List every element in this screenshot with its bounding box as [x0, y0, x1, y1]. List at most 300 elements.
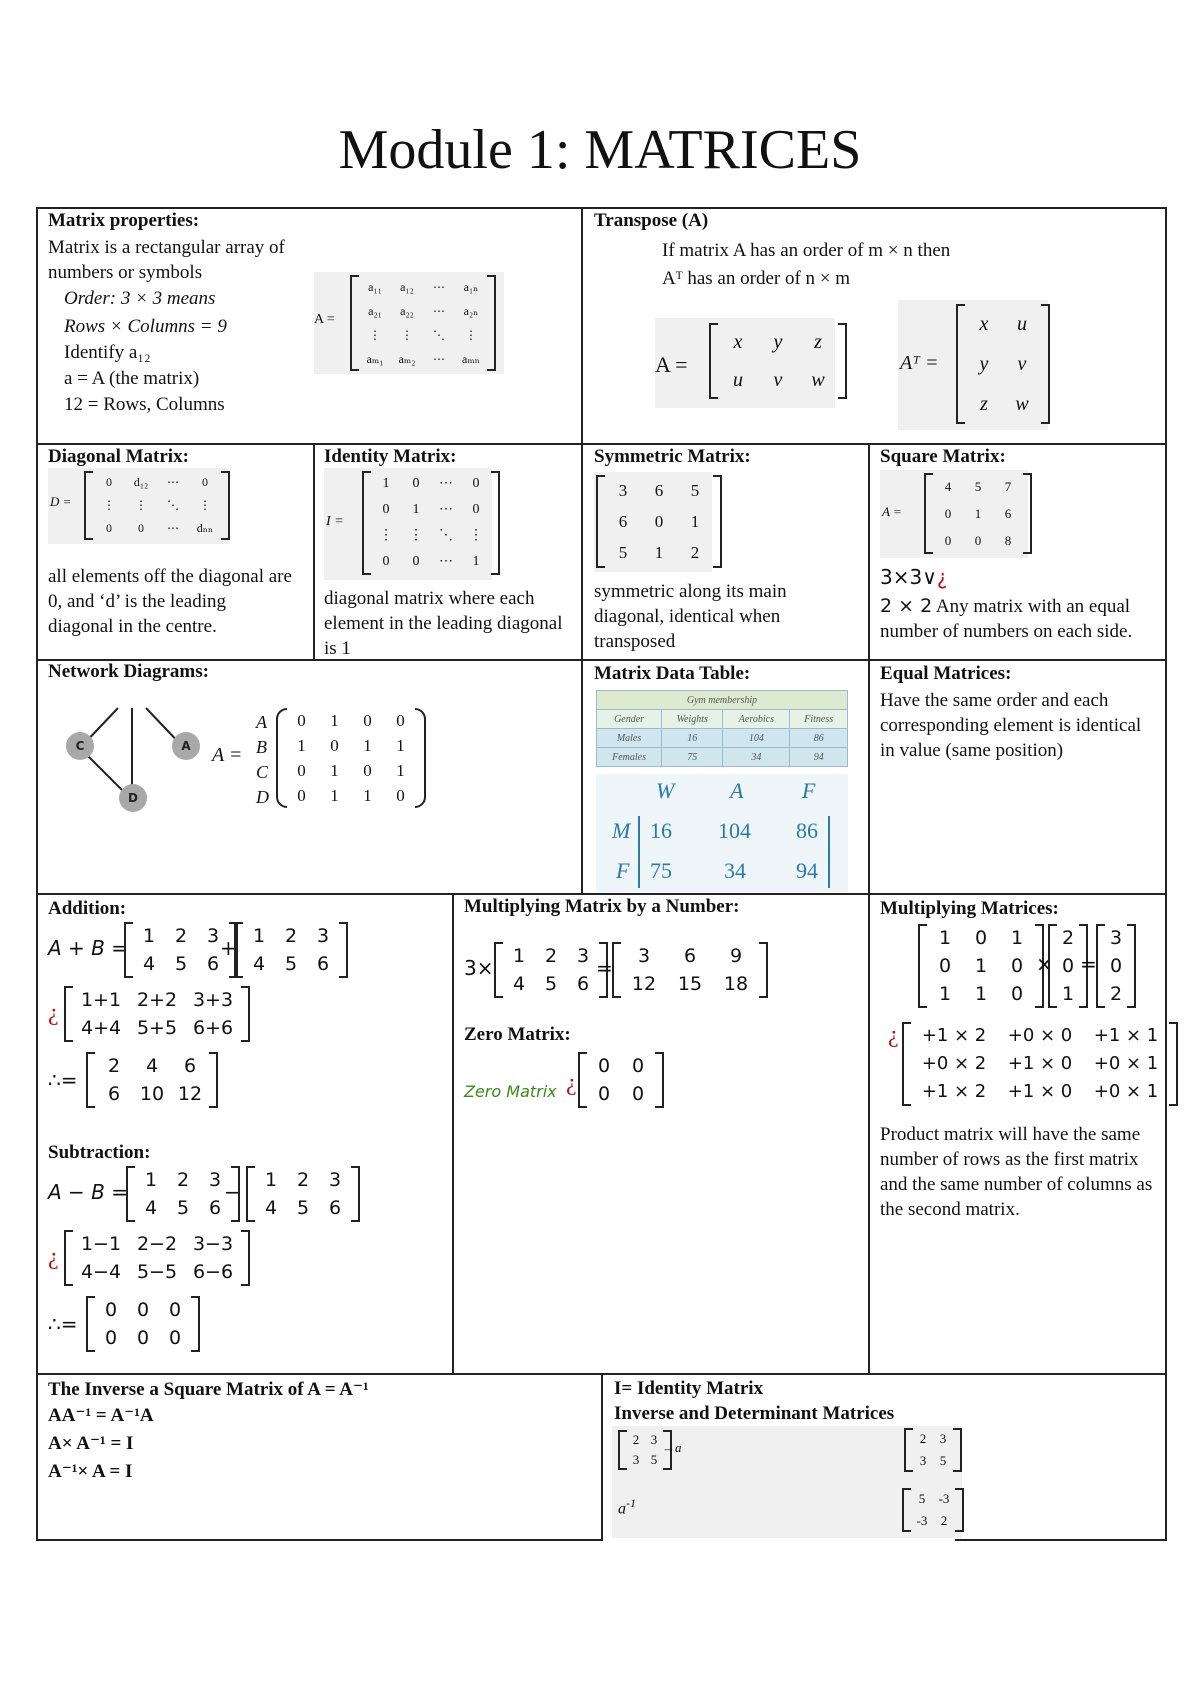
addition-heading: Addition:: [48, 898, 127, 919]
matrix-row: [627, 1450, 663, 1470]
equal-heading: Equal Matrices:: [880, 663, 1012, 684]
bracket-left: [612, 942, 621, 998]
bracket-left: [1048, 924, 1057, 1008]
bracket-left: [246, 1166, 255, 1222]
scalar-matrix: [494, 942, 608, 998]
matrix-row: [371, 549, 491, 575]
symmetric-heading: Symmetric Matrix:: [594, 446, 751, 467]
bracket-right: [491, 471, 500, 575]
row-label-m: M: [612, 818, 631, 843]
matrix-cell: 4: [252, 953, 266, 975]
bracket-left: [494, 942, 503, 998]
addition-glyph: ¿: [48, 1000, 59, 1026]
matrix-cell: ⋮: [469, 528, 483, 543]
bracket-right: [339, 922, 348, 978]
page-title: Module 1: MATRICES: [338, 119, 862, 181]
inverse-line1: AA⁻¹ = A⁻¹A: [48, 1405, 154, 1426]
matrix-cell: 7: [1004, 479, 1012, 494]
matrix-cell: aₘₙ: [462, 352, 480, 366]
matrix-cell: +1 × 1: [1093, 1025, 1159, 1046]
multiply-times: ×: [1036, 952, 1053, 976]
matrix-row: [587, 1052, 655, 1080]
matrix-cell: 1: [472, 554, 480, 569]
matrix-cell: 3: [316, 925, 330, 947]
matrix-cell: ⋱: [167, 498, 179, 512]
matrix-cell: aₘ₁: [366, 352, 384, 366]
matrix-row: [135, 1194, 231, 1222]
matrix-cell: 2−2: [136, 1233, 178, 1255]
network-matrix-label: A =: [212, 744, 243, 766]
matrix-cell: 5: [176, 1197, 190, 1219]
matrix-cell: -3: [938, 1491, 950, 1506]
matrix-cell: 1: [974, 506, 982, 521]
multiply-heading: Multiplying Matrices:: [880, 898, 1059, 919]
inverse-line3: A⁻¹× A = I: [48, 1461, 133, 1482]
matrix-cell: 2: [174, 925, 188, 947]
matrix-row: [255, 1166, 351, 1194]
matrix-cell: 1: [330, 786, 339, 805]
matrix-cell: 5: [284, 953, 298, 975]
wmf-right-bar: [828, 816, 830, 888]
matrix-cell: 0: [944, 533, 952, 548]
matrix-cell: x: [979, 313, 989, 335]
matrix-cell: ⋯: [167, 521, 179, 535]
matrix-cell: 6−6: [192, 1261, 234, 1283]
gym-cell: 86: [790, 729, 848, 748]
matrix-cell: 0: [597, 1083, 611, 1105]
matrix-cell: 0: [363, 761, 372, 780]
matrix-cell: z: [980, 393, 988, 415]
matrix-cell: 0: [974, 533, 982, 548]
matrix-cell: 0: [382, 554, 390, 569]
square-figure: [880, 470, 1028, 558]
matrix-cell: 3−3: [192, 1233, 234, 1255]
matrix-cell: +0 × 2: [921, 1053, 987, 1074]
node-d: D: [119, 784, 147, 812]
bracket-right: [351, 1166, 360, 1222]
matrix-cell: 0: [297, 711, 306, 730]
row-label-b: B: [256, 737, 267, 757]
bracket-left: [86, 1052, 95, 1108]
matrix-cell: 3: [919, 1453, 927, 1468]
bracket-left: [709, 323, 718, 399]
a-inverse-matrix: [902, 1488, 964, 1532]
matrix-cell: 0: [136, 1299, 150, 1321]
matrix-cell: a₂₂: [400, 304, 414, 318]
matrix-cell: 0: [202, 475, 208, 489]
matrix-cell: 6: [208, 1197, 222, 1219]
matrix-cell: 1: [297, 736, 306, 755]
matrix-cell: v: [773, 369, 783, 391]
a-inverse-base: a: [618, 1500, 626, 1518]
bracket-right: [1041, 304, 1050, 424]
col-label-a: A: [730, 778, 744, 803]
identify-element: Identify a₁₂: [64, 342, 151, 363]
subtraction-glyph: ¿: [48, 1244, 59, 1270]
gym-row: [597, 729, 848, 748]
matrix-cell: 1: [412, 502, 420, 517]
matrix-row: [1105, 980, 1127, 1008]
symmetric-description: symmetric along its main diagonal, identical when transposed: [594, 581, 787, 652]
wmf-left-bar: [638, 816, 640, 888]
matrix-cell: a₂ₙ: [463, 304, 479, 318]
matrix-cell: 1: [690, 512, 700, 531]
matrix-cell: a₁₁: [368, 280, 382, 294]
zero-glyph: ¿: [566, 1070, 577, 1096]
arrow-a: →a: [662, 1440, 682, 1455]
bracket-right: [1023, 473, 1032, 554]
matrix-cell: 5: [544, 973, 558, 995]
subtraction-matrix-1: [126, 1166, 240, 1222]
multiply-equals: =: [1080, 952, 1097, 976]
matrix-row: [73, 1230, 241, 1258]
matrix-row: [718, 361, 838, 399]
matrix-row: [605, 506, 713, 537]
matrix-row: [605, 537, 713, 568]
matrix-row: [95, 1052, 209, 1080]
matrix-cell: 0: [1061, 955, 1075, 977]
matrix-row: [73, 1014, 241, 1042]
matrix-row: [911, 1510, 955, 1532]
order-example: Order: 3 × 3 means: [64, 288, 216, 309]
scalar-factor: 3×: [464, 956, 494, 980]
matrix-cell: ⋮: [199, 498, 211, 512]
matrix-row: [135, 1166, 231, 1194]
bracket-left: [84, 471, 93, 540]
matrix-cell: 2: [296, 1169, 310, 1191]
symmetric-figure: [594, 472, 712, 572]
subtraction-result-matrix: [86, 1296, 200, 1352]
gym-header-cell: Fitness: [790, 710, 848, 729]
matrix-cell: d₁₂: [133, 475, 149, 489]
a-inverse-label: [618, 1496, 636, 1518]
matrix-cell: 1: [1061, 983, 1075, 1005]
matrix-cell: aₘ₂: [398, 352, 416, 366]
bracket-right: [838, 323, 847, 399]
matrix-cell: ⋯: [439, 476, 453, 491]
equal-description: Have the same order and each corresponding element is identical in value (same position): [880, 690, 1142, 761]
identity-figure: [324, 468, 492, 580]
matrix-cell: 1: [252, 925, 266, 947]
bracket-right: [221, 471, 230, 540]
symmetric-matrix: [596, 475, 722, 568]
matrix-cell: 2: [919, 1431, 927, 1446]
matrix-cell: a₂₁: [368, 304, 382, 318]
gym-header-cell: Aerobics: [723, 710, 790, 729]
matrix-cell: +0 × 1: [1093, 1081, 1159, 1102]
zero-heading: Zero Matrix:: [464, 1024, 571, 1045]
bracket-right: [415, 708, 426, 808]
datatable-heading: Matrix Data Table:: [594, 663, 751, 684]
matrix-cell: 4: [944, 479, 952, 494]
square-2x2-description: [880, 594, 1160, 644]
bracket-left: [596, 475, 605, 568]
matrix-row: [911, 1050, 1169, 1078]
general-matrix-label: A =: [314, 312, 335, 327]
matrix-row: [95, 1080, 209, 1108]
matrix-row: [965, 384, 1041, 424]
matrix-row: [359, 299, 487, 323]
square-3x3-text: 3×3∨: [880, 565, 937, 589]
scalar-result-matrix: [612, 942, 768, 998]
identity-description: diagonal matrix where each element in the leading diagonal is 1: [324, 588, 563, 659]
diagonal-heading: Diagonal Matrix:: [48, 446, 189, 467]
matrix-cell: 0: [168, 1299, 182, 1321]
matrix-cell: 8: [1004, 533, 1012, 548]
matrix-row: [371, 471, 491, 497]
matrix-cell: 1: [974, 955, 988, 977]
gym-cell: Males: [597, 729, 662, 748]
matrix-cell: 0: [597, 1055, 611, 1077]
network-heading: Network Diagrams:: [48, 661, 209, 682]
matrix-cell: ⋮: [103, 498, 115, 512]
matrix-cell: 6: [206, 953, 220, 975]
bracket-right: [191, 1296, 200, 1352]
matrix-cell: 1: [363, 786, 372, 805]
scalar-heading: Multiplying Matrix by a Number:: [464, 896, 740, 917]
matrix-cell: 1: [654, 543, 664, 562]
matrix-cell: v: [1017, 353, 1027, 375]
matrix-row: [965, 304, 1041, 344]
grid-col-mid: [581, 207, 583, 895]
matrix-row: [627, 1430, 663, 1450]
matrix-cell: 1: [974, 983, 988, 1005]
subtraction-matrix-2: [246, 1166, 360, 1222]
transpose-at-matrix: [956, 304, 1050, 424]
grid-col-mult: [868, 893, 870, 1375]
matrix-cell: 6: [654, 481, 664, 500]
matrix-cell: +1 × 2: [921, 1081, 987, 1102]
multiply-description: Product matrix will have the same number of rows as the first matrix and the same number of columns as the second matrix.: [880, 1124, 1153, 1220]
diagonal-matrix: [84, 471, 230, 540]
wmf-cell: 34: [724, 858, 746, 883]
bracket-left: [956, 304, 965, 424]
bracket-left: [924, 473, 933, 554]
network-matrix: [276, 708, 426, 808]
matrix-cell: 4: [145, 1055, 159, 1077]
transpose-line2: Aᵀ has an order of n × m: [662, 268, 851, 289]
matrix-cell: 5: [174, 953, 188, 975]
matrix-cell: ⋮: [369, 328, 381, 342]
matrix-row: [913, 1450, 953, 1472]
bracket-left: [86, 1296, 95, 1352]
network-row-labels: [256, 710, 269, 810]
node-a: A: [172, 732, 200, 760]
matrix-cell: ⋮: [409, 528, 423, 543]
bracket-left: [902, 1022, 911, 1106]
zero-matrix: [578, 1052, 664, 1108]
matrix-cell: 2: [544, 945, 558, 967]
matrix-cell: 0: [412, 476, 420, 491]
row-label-d: D: [256, 787, 269, 807]
matrix-cell: 2: [1109, 983, 1123, 1005]
matrix-cell: 1: [363, 736, 372, 755]
addition-therefore: ∴=: [48, 1068, 78, 1092]
matrix-cell: 0: [472, 502, 480, 517]
wmf-cell: 16: [650, 818, 672, 843]
grid-row-1: [36, 443, 1166, 445]
matrix-cell: 5: [974, 479, 982, 494]
matrix-row: [285, 733, 417, 758]
matrix-cell: 1+1: [80, 989, 122, 1011]
matrix-cell: 5: [690, 481, 700, 500]
matrix-cell: 0: [136, 1327, 150, 1349]
bracket-right: [241, 986, 250, 1042]
matrix-cell: 1−1: [80, 1233, 122, 1255]
matrix-cell: 0: [631, 1055, 645, 1077]
square-glyph: ¿: [936, 565, 948, 589]
gym-header-cell: Gender: [597, 710, 662, 729]
matrix-row: [73, 986, 241, 1014]
matrix-cell: w: [811, 369, 825, 391]
inverse-heading: The Inverse a Square Matrix of A = A⁻¹: [48, 1379, 369, 1400]
identity-inverse-heading: I= Identity Matrix: [614, 1378, 764, 1399]
bracket-left: [918, 924, 927, 1008]
matrix-cell: 5−5: [136, 1261, 178, 1283]
matrix-cell: a₁ₙ: [463, 280, 479, 294]
gym-cell: 94: [790, 748, 848, 767]
matrix-cell: 3: [632, 1452, 640, 1467]
bracket-left: [64, 1230, 73, 1286]
matrix-cell: 3: [1109, 927, 1123, 949]
matrix-cell: 0: [396, 786, 405, 805]
gym-header-cell: Weights: [662, 710, 723, 729]
matrix-cell: 0: [106, 521, 112, 535]
multiply-glyph: ¿: [888, 1022, 899, 1048]
matrix-cell: 0: [106, 475, 112, 489]
bracket-left: [902, 1488, 911, 1532]
bracket-left: [276, 708, 287, 808]
transpose-at-figure: [898, 300, 1048, 430]
matrix-cell: -3: [916, 1513, 928, 1528]
matrix-cell: w: [1015, 393, 1029, 415]
identity-label: I =: [326, 514, 344, 529]
matrix-row: [371, 523, 491, 549]
matrix-cell: 6+6: [192, 1017, 234, 1039]
a-inverse-sup: -1: [626, 1496, 636, 1510]
matrix-cell: ⋮: [401, 328, 413, 342]
addition-plus: +: [220, 936, 237, 960]
matrix-cell: 0: [363, 711, 372, 730]
matrix-cell: u: [733, 369, 743, 391]
transpose-line1: If matrix A has an order of m × n then: [662, 240, 951, 261]
matrix-row: [359, 323, 487, 347]
matrix-row: [1057, 924, 1079, 952]
matrix-properties-heading: Matrix properties:: [48, 210, 200, 231]
matrix-cell: 1: [264, 1169, 278, 1191]
matrix-row: [73, 1258, 241, 1286]
matrix-cell: 0: [138, 521, 144, 535]
matrix-cell: 5: [296, 1197, 310, 1219]
matrix-cell: y: [979, 353, 989, 375]
matrix-row: [927, 924, 1035, 952]
matrix-cell: +0 × 0: [1007, 1025, 1073, 1046]
matrix-cell: 6: [316, 953, 330, 975]
matrix-cell: 1: [142, 925, 156, 947]
matrix-cell: a₁₂: [400, 280, 414, 294]
multiply-result-matrix: [1096, 924, 1136, 1008]
bracket-left: [362, 471, 371, 575]
matrix-cell: 0: [412, 554, 420, 569]
matrix-cell: 12: [631, 973, 657, 995]
matrix-cell: 0: [330, 736, 339, 755]
transpose-a-figure: [655, 318, 835, 408]
matrix-cell: 5: [939, 1453, 947, 1468]
general-matrix: [350, 275, 496, 371]
general-matrix-figure: [314, 272, 504, 374]
bracket-right: [955, 1488, 964, 1532]
matrix-row: [1105, 924, 1127, 952]
matrix-cell: 1: [938, 927, 952, 949]
matrix-cell: 1: [144, 1169, 158, 1191]
subtraction-therefore: ∴=: [48, 1312, 78, 1336]
addition-lhs: A + B =: [48, 936, 128, 960]
bracket-left: [124, 922, 133, 978]
matrix-cell: ⋮: [135, 498, 147, 512]
matrix-cell: ⋮: [465, 328, 477, 342]
matrix-cell: 4−4: [80, 1261, 122, 1283]
matrix-row: [371, 497, 491, 523]
matrix-cell: 1: [382, 476, 390, 491]
rows-columns-note: 12 = Rows, Columns: [64, 394, 225, 415]
matrix-cell: 0: [654, 512, 664, 531]
square-description: Any matrix with an equal number of numbers on each side.: [880, 596, 1133, 642]
matrix-cell: 18: [723, 973, 749, 995]
matrix-cell: 0: [396, 711, 405, 730]
node-c: C: [66, 732, 94, 760]
matrix-cell: ⋯: [439, 502, 453, 517]
matrix-cell: ⋱: [439, 528, 453, 543]
matrix-cell: 3: [939, 1431, 947, 1446]
bracket-right: [655, 1052, 664, 1108]
gym-cell: 16: [662, 729, 723, 748]
matrix-cell: 0: [104, 1299, 118, 1321]
gym-membership-table: [596, 690, 848, 767]
grid-bottom-left: [36, 1539, 602, 1541]
matrix-row: [605, 475, 713, 506]
matrix-cell: 0: [382, 502, 390, 517]
matrix-cell: 1: [512, 945, 526, 967]
a-is-matrix: a = A (the matrix): [64, 368, 200, 389]
matrix-cell: 3: [328, 1169, 342, 1191]
gym-cell: 75: [662, 748, 723, 767]
matrix-cell: 3: [618, 481, 628, 500]
transpose-heading: Transpose (A): [594, 210, 709, 231]
matrix-cell: 0: [472, 476, 480, 491]
matrix-definition-line2: numbers or symbols: [48, 262, 203, 283]
matrix-row: [911, 1022, 1169, 1050]
multiply-expansion-matrix: [902, 1022, 1178, 1106]
matrix-cell: 1: [330, 761, 339, 780]
matrix-cell: 2: [176, 1169, 190, 1191]
matrix-cell: 5: [618, 543, 628, 562]
matrix-cell: 15: [677, 973, 703, 995]
diagonal-description: all elements off the diagonal are 0, and ‘d’ is the leading diagonal in the centre.: [48, 566, 292, 637]
matrix-cell: +1 × 0: [1007, 1081, 1073, 1102]
wmf-cell: 75: [650, 858, 672, 883]
matrix-cell: 1: [330, 711, 339, 730]
diagonal-label: D =: [50, 494, 72, 509]
bracket-right: [953, 1428, 962, 1472]
matrix-cell: 2: [940, 1513, 948, 1528]
subtraction-minus: −: [224, 1180, 241, 1204]
grid-col-square: [868, 443, 870, 895]
gym-title: Gym membership: [597, 691, 848, 710]
bracket-left: [234, 922, 243, 978]
matrix-row: [93, 517, 221, 540]
matrix-row: [933, 527, 1023, 554]
matrix-row: [933, 500, 1023, 527]
